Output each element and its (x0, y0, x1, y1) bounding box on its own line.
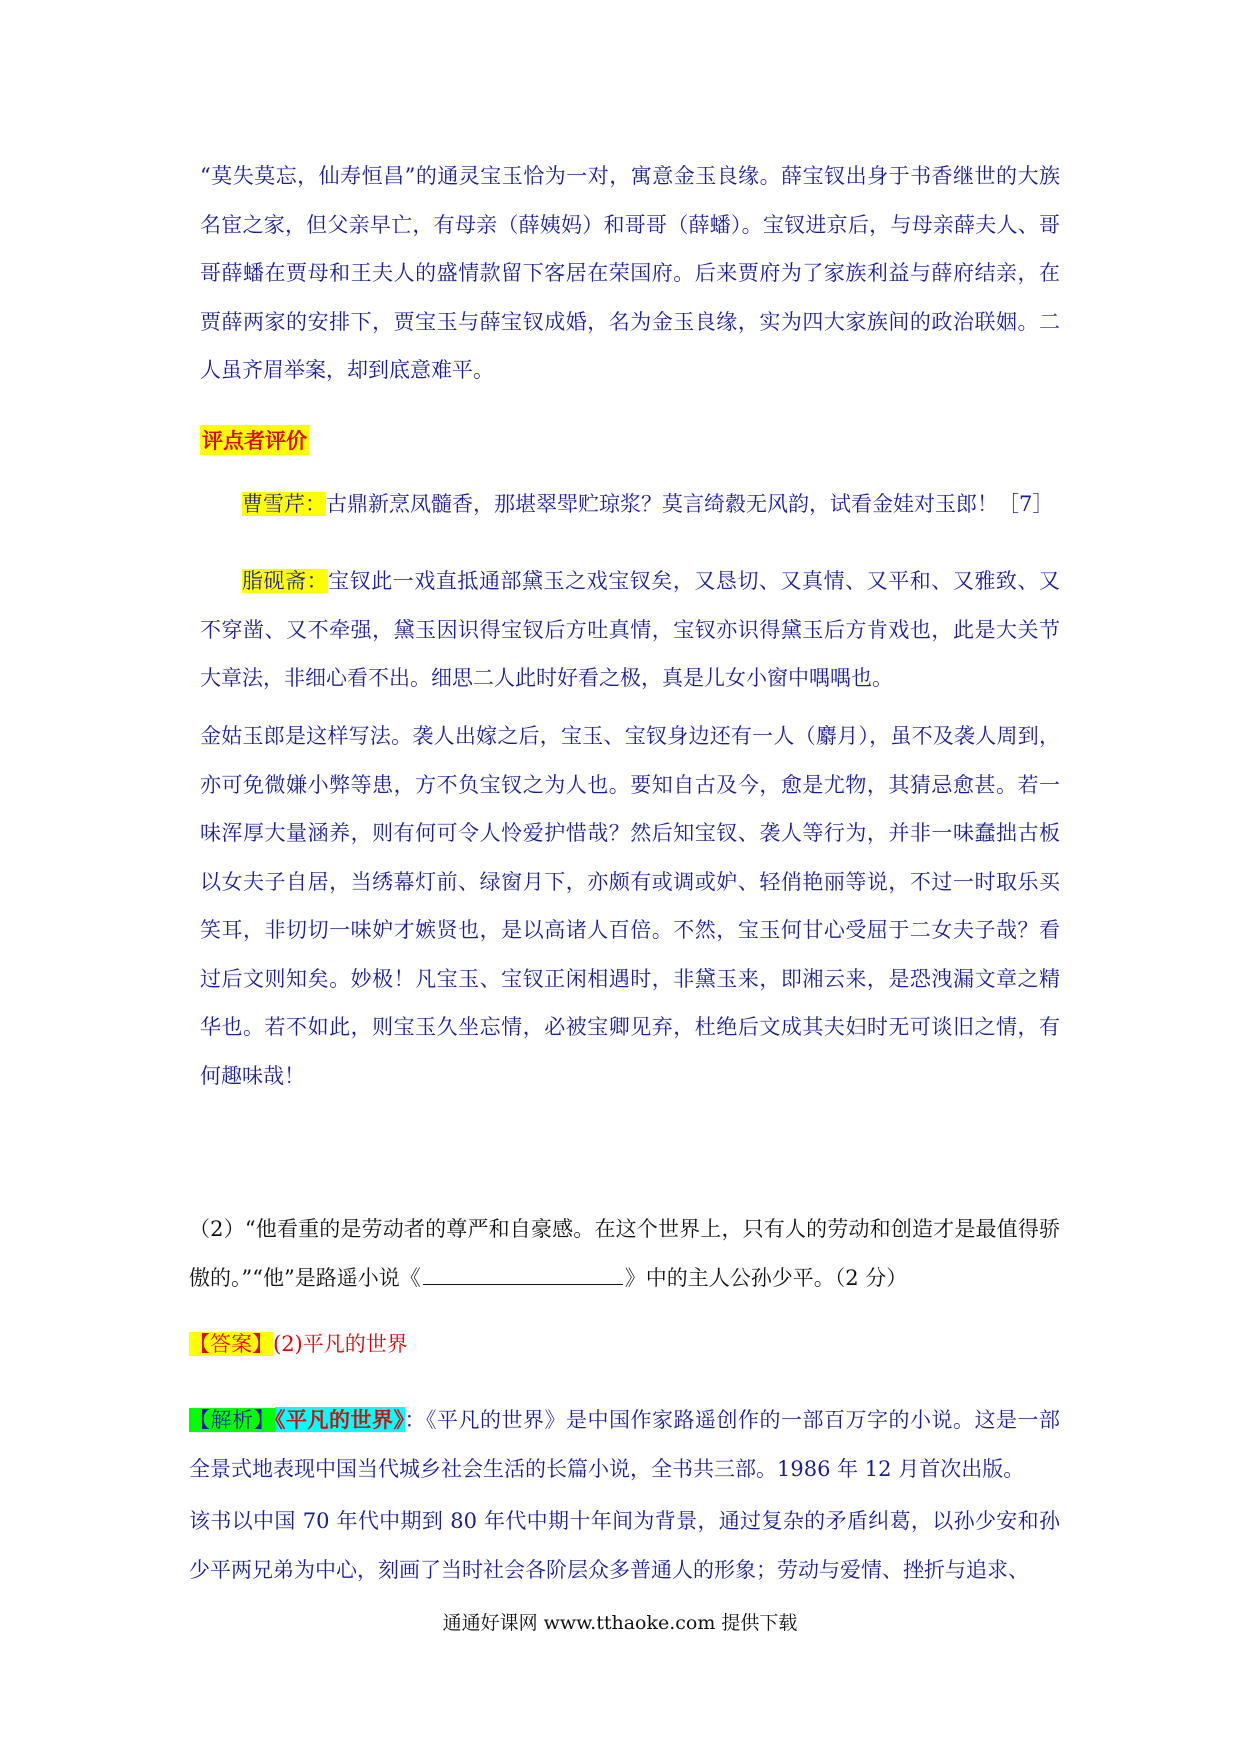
analysis-title: 《平凡的世界》 (275, 1407, 405, 1432)
analysis-label: 【解析】 (189, 1408, 275, 1432)
question-text: （2）“他看重的是劳动者的尊严和自豪感。在这个世界上，只有人的劳动和创造才是最值得骄傲的。”“他”是路遥小说《 (189, 1217, 1060, 1290)
comment-zhiyanzhai (200, 557, 1060, 703)
answer-text: (2)平凡的世界 (273, 1332, 408, 1356)
commentary-paragraph: 金姑玉郎是这样写法。袭人出嫁之后，宝玉、宝钗身边还有一人（麝月），虽不及袭人周到，亦可免微嫌小弊等患，方不负宝钗之为人也。要知自古及今，愈是尤物，其猜忌愈甚。若一味浑厚大量涵养，则有何可令人怜爱护惜哉？然后知宝钗、袭人等行为，并非一味蠢拙古板以女夫子自居，当绣幕灯前、绿窗月下，亦颇有或调或妒、轻俏艳丽等说，不过一时取乐买笑耳，非切切一味妒才嫉贤也，是以高诸人百倍。不然，宝玉何甘心受屈于二女夫子哉？看过后文则知矣。妙极！凡宝玉、宝钗正闲相遇时，非黛玉来，即湘云来，是恐洩漏文章之精华也。若不如此，则宝玉久坐忘情，必被宝卿见弃，杜绝后文成其夫妇时无可谈旧之情，有何趣味哉！ (200, 724, 1060, 1088)
question-text-end: 》中的主人公孙少平。（2 分） (624, 1265, 908, 1290)
comment-author: 曹雪芹： (242, 492, 326, 516)
intro-paragraph: “莫失莫忘，仙寿恒昌”的通灵宝玉恰为一对，寓意金玉良缘。薛宝钗出身于书香继世的大族名宦之家，但父亲早亡，有母亲（薛姨妈）和哥哥（薛蟠）。宝钗进京后，与母亲薛夫人、哥哥薛蟠在贾母和王夫人的盛情款留下客居在荣国府。后来贾府为了家族利益与薛府结亲，在贾薛两家的安排下，贾宝玉与薛宝钗成婚，名为金玉良缘，实为四大家族间的政治联姻。二人虽齐眉举案，却到底意难平。 (200, 164, 1060, 382)
analysis-text: 《平凡的世界》是中国作家路遥创作的一部百万字的小说。这是一部全景式地表现中国当代城乡社会生活的长篇小说，全书共三部。1986 年 12 月首次出版。 (189, 1408, 1060, 1481)
comment-text: 宝钗此一戏直抵通部黛玉之戏宝钗矣，又恳切、又真情、又平和、又雅致、又不穿凿、又不牵强，黛玉因识得宝钗后方吐真情，宝钗亦识得黛玉后方肯戏也，此是大关节大章法，非细心看不出。细思二人此时好看之极，真是儿女小窗中喁喁也。 (200, 569, 1061, 690)
analysis-paragraph (189, 1396, 1060, 1493)
page-footer: 通通好课网 www.tthaoke.com 提供下载 (442, 1612, 798, 1634)
question-2 (189, 1205, 1060, 1302)
answer-label: 【答案】 (189, 1332, 273, 1356)
answer-line (189, 1320, 1060, 1369)
analysis-colon: ： (404, 1408, 426, 1432)
section-heading: 评点者评价 (200, 425, 309, 455)
comment-text: 古鼎新烹凤髓香，那堪翠斝贮琼浆？莫言绮縠无风韵，试看金娃对玉郎！［7］ (326, 492, 1054, 516)
answer-blank (423, 1264, 623, 1285)
background-paragraph: 该书以中国 70 年代中期到 80 年代中期十年间为背景，通过复杂的矛盾纠葛，以孙少安和孙少平两兄弟为中心，刻画了当时社会各阶层众多普通人的形象；劳动与爱情、挫折与追求、 (189, 1509, 1060, 1582)
comment-author: 脂砚斋： (242, 569, 329, 593)
comment-cao-xueqin (200, 480, 1060, 529)
